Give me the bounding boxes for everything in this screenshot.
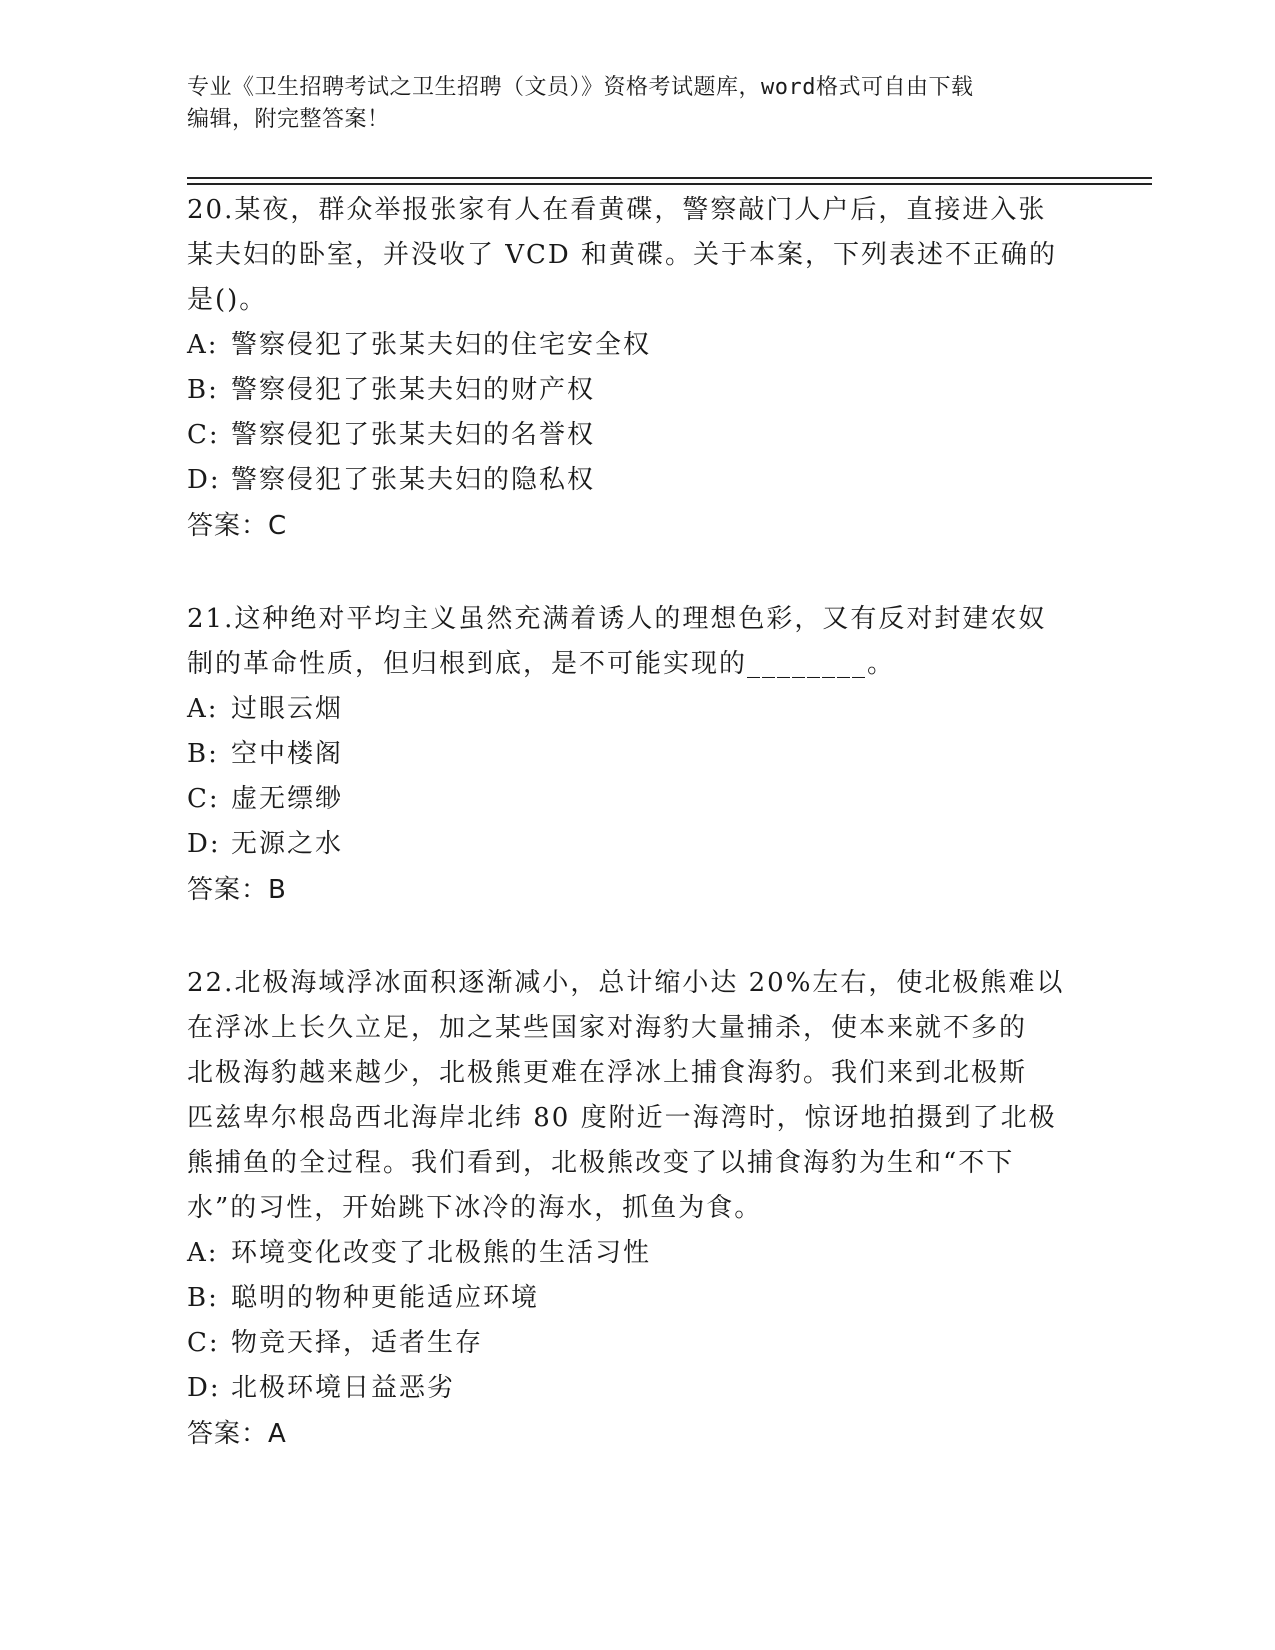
option-text: 聪明的物种更能适应环境 — [231, 1283, 540, 1313]
answer-option — [187, 458, 1087, 503]
option-key: A: — [187, 1238, 219, 1268]
question-stem-line: 水”的习性，开始跳下冰冷的海水，抓鱼为食。 — [187, 1193, 763, 1223]
question-stem — [187, 961, 1087, 1231]
answer-option — [187, 1276, 1087, 1321]
question-stem-line: 20.某夜，群众举报张家有人在看黄碟，警察敲门人户后，直接进入张 — [187, 195, 1047, 225]
header-line-1: 专业《卫生招聘考试之卫生招聘（文员）》资格考试题库，word格式可自由下载 — [187, 75, 974, 100]
option-key: B: — [187, 739, 219, 769]
question-block — [187, 188, 1087, 549]
option-text: 虚无缥缈 — [231, 784, 344, 814]
answer-option — [187, 1231, 1087, 1276]
option-text: 警察侵犯了张某夫妇的名誉权 — [231, 420, 596, 450]
option-key: A: — [187, 330, 219, 360]
header-divider-top — [187, 177, 1152, 179]
option-key: B: — [187, 375, 219, 405]
question-stem-line: 22.北极海域浮冰面积逐渐减小，总计缩小达 20%左右，使北极熊难以 — [187, 968, 1065, 998]
question-stem-line: 是()。 — [187, 285, 268, 315]
option-key: D: — [187, 1373, 221, 1403]
answer-option — [187, 1321, 1087, 1366]
question-block — [187, 961, 1087, 1457]
option-key: D: — [187, 829, 221, 859]
answer-option — [187, 732, 1087, 777]
answer-option — [187, 323, 1087, 368]
option-text: 警察侵犯了张某夫妇的住宅安全权 — [231, 330, 652, 360]
option-text: 空中楼阁 — [231, 739, 344, 769]
question-stem-line: 北极海豹越来越少，北极熊更难在浮冰上捕食海豹。我们来到北极斯 — [187, 1058, 1028, 1088]
answer-option — [187, 413, 1087, 458]
option-text: 警察侵犯了张某夫妇的隐私权 — [231, 465, 596, 495]
option-key: A: — [187, 694, 219, 724]
answer-key: 答案：B — [187, 875, 287, 905]
option-key: C: — [187, 1328, 220, 1358]
header-divider-bottom — [187, 183, 1152, 185]
question-stem — [187, 597, 1087, 687]
option-text: 环境变化改变了北极熊的生活习性 — [231, 1238, 652, 1268]
answer-option — [187, 687, 1087, 732]
document-header — [187, 72, 1087, 136]
option-key: C: — [187, 420, 220, 450]
question-stem-line: 21.这种绝对平均主义虽然充满着诱人的理想色彩，又有反对封建农奴 — [187, 604, 1047, 634]
option-key: D: — [187, 465, 221, 495]
option-text: 无源之水 — [231, 829, 344, 859]
question-stem — [187, 188, 1087, 323]
question-stem-line: 在浮冰上长久立足，加之某些国家对海豹大量捕杀，使本来就不多的 — [187, 1013, 1028, 1043]
option-text: 警察侵犯了张某夫妇的财产权 — [231, 375, 596, 405]
question-stem-line: 熊捕鱼的全过程。我们看到，北极熊改变了以捕食海豹为生和“不下 — [187, 1148, 1015, 1178]
question-stem-line: 某夫妇的卧室，并没收了 VCD 和黄碟。关于本案，下列表述不正确的 — [187, 240, 1058, 270]
answer-key: 答案：C — [187, 511, 288, 541]
answer-option — [187, 1366, 1087, 1411]
question-stem-line: 匹兹卑尔根岛西北海岸北纬 80 度附近一海湾时，惊讶地拍摄到了北极 — [187, 1103, 1057, 1133]
question-list — [187, 188, 1087, 1505]
option-key: C: — [187, 784, 220, 814]
answer-option — [187, 777, 1087, 822]
option-key: B: — [187, 1283, 219, 1313]
answer-option — [187, 368, 1087, 413]
answer-key: 答案：A — [187, 1419, 287, 1449]
answer-option — [187, 822, 1087, 867]
option-text: 物竞天择，适者生存 — [231, 1328, 484, 1358]
header-line-2: 编辑，附完整答案！ — [187, 107, 390, 132]
question-block — [187, 597, 1087, 913]
option-text: 过眼云烟 — [231, 694, 344, 724]
question-stem-line: 制的革命性质，但归根到底，是不可能实现的________。 — [187, 649, 896, 679]
option-text: 北极环境日益恶劣 — [231, 1373, 456, 1403]
